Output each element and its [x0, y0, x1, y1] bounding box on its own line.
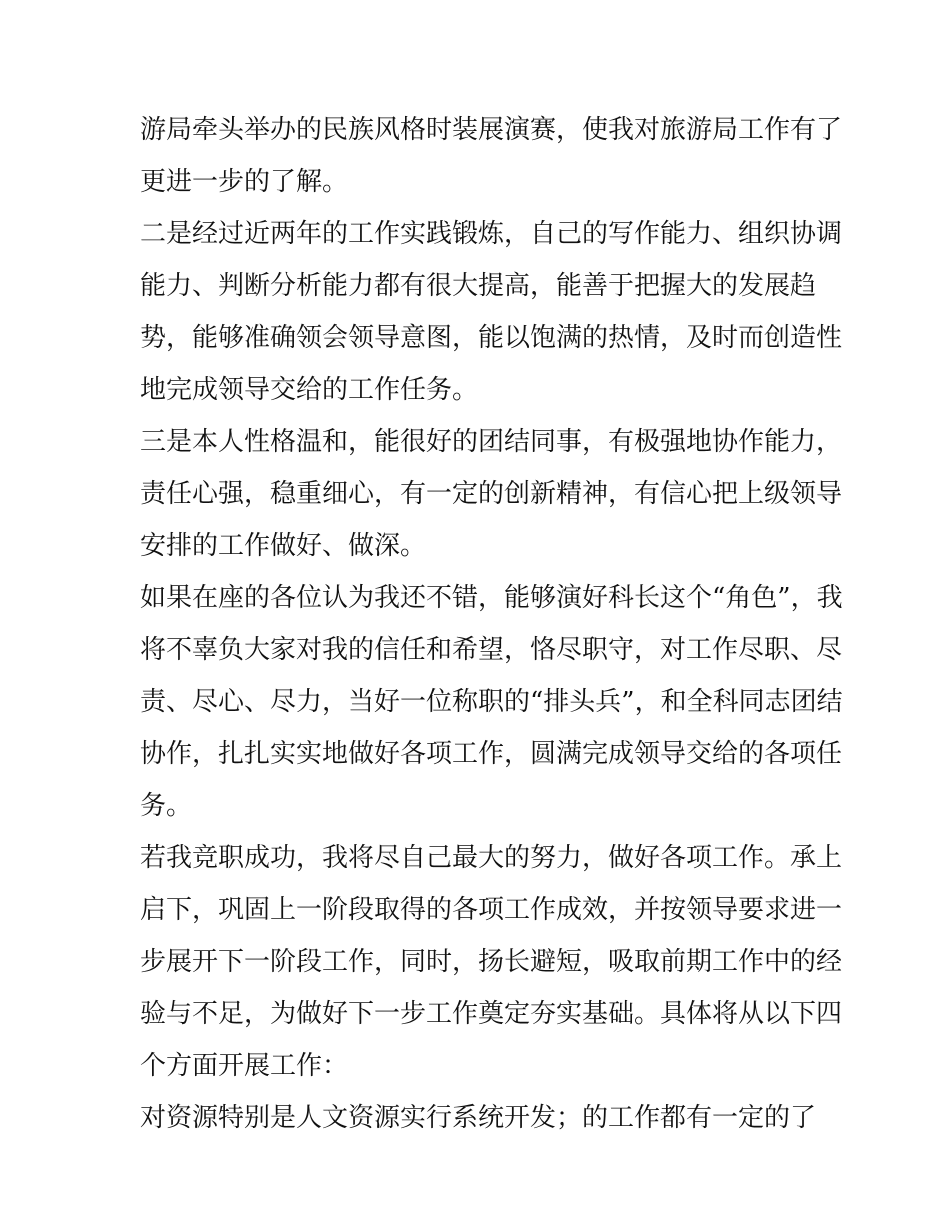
- text-line: 安排的工作做好、做深。: [140, 531, 427, 561]
- text-line: 游局牵头举办的民族风格时装展演赛，使我对旅游局工作有了: [140, 115, 843, 145]
- text-line: 将不辜负大家对我的信任和希望，恪尽职守，对工作尽职、尽: [140, 635, 843, 665]
- text-line: 责、尽心、尽力，当好一位称职的“排头兵”，和全科同志团结: [140, 687, 843, 717]
- text-line: 更进一步的了解。: [140, 167, 349, 197]
- text-line: 能力、判断分析能力都有很大提高，能善于把握大的发展趋: [140, 271, 817, 301]
- text-line: 协作，扎扎实实地做好各项工作，圆满完成领导交给的各项任: [140, 739, 843, 769]
- text-line: 若我竞职成功，我将尽自己最大的努力，做好各项工作。承上: [140, 843, 843, 873]
- text-line: 势，能够准确领会领导意图，能以饱满的热情，及时而创造性: [140, 323, 843, 353]
- text-line: 对资源特别是人文资源实行系统开发；的工作都有一定的了: [140, 1103, 817, 1133]
- text-line: 二是经过近两年的工作实践锻炼，自己的写作能力、组织协调: [140, 219, 843, 249]
- text-line: 验与不足，为做好下一步工作奠定夯实基础。具体将从以下四: [140, 999, 843, 1029]
- text-line: 个方面开展工作：: [140, 1051, 349, 1081]
- document-body: [140, 104, 843, 1144]
- text-line: 三是本人性格温和，能很好的团结同事，有极强地协作能力，: [140, 427, 843, 457]
- text-line: 如果在座的各位认为我还不错，能够演好科长这个“角色”，我: [140, 583, 843, 613]
- text-line: 地完成领导交给的工作任务。: [140, 375, 479, 405]
- text-line: 责任心强，稳重细心，有一定的创新精神，有信心把上级领导: [140, 479, 843, 509]
- text-line: 启下，巩固上一阶段取得的各项工作成效，并按领导要求进一: [140, 895, 843, 925]
- text-line: 步展开下一阶段工作，同时，扬长避短，吸取前期工作中的经: [140, 947, 843, 977]
- text-line: 务。: [140, 791, 193, 821]
